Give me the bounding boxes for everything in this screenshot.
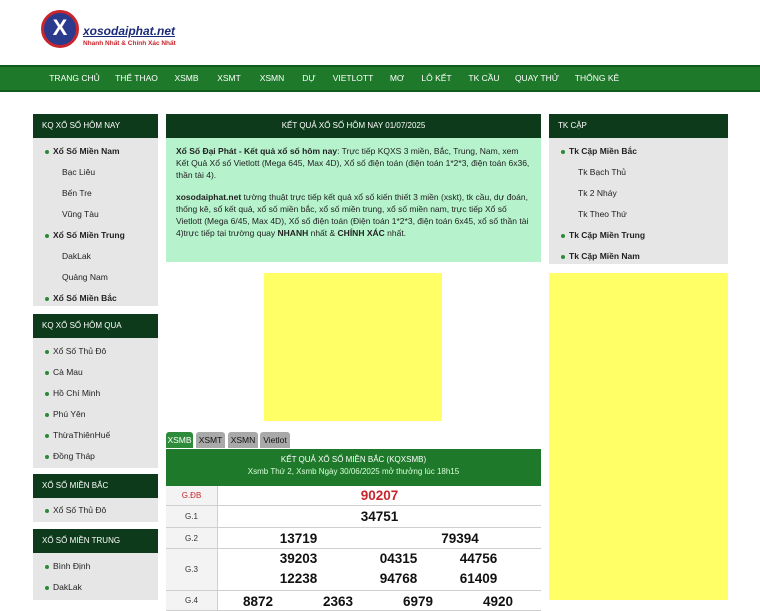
sidebar-link-ca-mau[interactable]: Cà Mau	[33, 362, 158, 383]
sidebar-link-phu-yen[interactable]: Phú Yên	[33, 404, 158, 425]
sidebar-tk-cap-title: TK CẶP	[549, 114, 728, 138]
sidebar-link-mien-nam[interactable]: Xổ Số Miền Nam	[33, 141, 158, 162]
logo-mark-letter: X	[52, 15, 68, 40]
nav-vietlott[interactable]: VIETLOTT	[332, 73, 374, 83]
prize-label: G.4	[166, 591, 218, 610]
prize-number: 2363	[322, 594, 354, 609]
prize-number: 79394	[441, 531, 479, 546]
sidebar-link-tk-cap-mien-trung[interactable]: Tk Cặp Miền Trung	[549, 225, 728, 246]
prize-number: 44756	[459, 551, 498, 566]
table-row	[166, 591, 541, 611]
sidebar-link-quang-nam[interactable]: Quảng Nam	[62, 272, 108, 282]
logo-x-icon	[41, 10, 79, 48]
prize-label: G.ĐB	[166, 486, 218, 505]
nav-trang-chu[interactable]: TRANG CHỦ	[49, 73, 100, 83]
nav-du[interactable]: DỰ	[302, 73, 316, 83]
sidebar-link-daklak[interactable]: DakLak	[62, 251, 91, 261]
ad-banner-right[interactable]	[549, 273, 728, 600]
prize-number: 4920	[482, 594, 514, 609]
prize-number: 34751	[360, 509, 399, 524]
intro-2-bold: xosodaiphat.net	[176, 192, 242, 202]
prize-number: 61409	[459, 571, 498, 586]
sidebar-tk-cap	[549, 114, 728, 264]
prize-number: 6979	[402, 594, 434, 609]
result-header	[166, 449, 541, 486]
nav-quay-thu[interactable]: QUAY THỬ	[514, 73, 560, 83]
sidebar-yesterday	[33, 314, 158, 468]
nav-the-thao[interactable]: THỂ THAO	[115, 73, 158, 83]
sidebar-link-north-thu-do[interactable]: Xổ Số Thủ Đô	[33, 500, 158, 521]
main-nav	[0, 65, 760, 92]
sidebar-link-ho-chi-minh[interactable]: Hồ Chí Minh	[33, 383, 158, 404]
sidebar-north	[33, 474, 158, 522]
sidebar-north-title: XỔ SỐ MIỀN BẮC	[33, 474, 158, 498]
prize-number: 8872	[242, 594, 274, 609]
sidebar-link-bac-lieu[interactable]: Bạc Liêu	[62, 167, 96, 177]
sidebar-today	[33, 114, 158, 306]
prize-number: 04315	[379, 551, 418, 566]
site-logo[interactable]	[41, 10, 181, 58]
sidebar-link-thua-thien-hue[interactable]: ThừaThiênHuế	[33, 425, 158, 446]
main-title: KẾT QUẢ XỔ SỐ HÔM NAY 01/07/2025	[166, 114, 541, 138]
intro-2-text-c: nhất.	[384, 228, 407, 238]
nav-tk-cau[interactable]: TK CẦU	[468, 73, 500, 83]
sidebar-link-ben-tre[interactable]: Bến Tre	[62, 188, 92, 198]
prize-label: G.3	[166, 549, 218, 590]
prize-number: 13719	[279, 531, 318, 546]
prize-label: G.1	[166, 506, 218, 527]
intro-paragraph-1	[176, 145, 531, 181]
tab-vietlot[interactable]: Vietlot	[260, 432, 290, 448]
sidebar-link-dong-thap[interactable]: Đồng Tháp	[33, 446, 158, 467]
intro-1-bold: Xổ Số Đại Phát - Kết quả xổ số hôm nay	[176, 146, 338, 156]
prize-number: 39203	[279, 551, 318, 566]
sidebar-link-mien-trung[interactable]: Xổ Số Miền Trung	[33, 225, 158, 246]
sidebar-yesterday-title: KQ XỔ SỐ HÔM QUA	[33, 314, 158, 338]
nav-xsmt[interactable]: XSMT	[217, 73, 241, 83]
intro-2-text-a: tường thuật trực tiếp kết quả xổ số kiến thiết 3 miền (xskt), tk cầu, dự đoán, thống kê, sổ kết quả, xổ số miền bắc, xổ số miền trung, xổ số miền nam, trực tiếp Xổ số Vietlott (Mega 6/45, Max 4D), Xổ số điện toán (Điện toán 1*2*3, điện toán 6x45, xổ số thần tài 4)trực tiếp tại trường quay	[176, 192, 529, 238]
sidebar-central	[33, 529, 158, 600]
sidebar-link-tk-theo-thu[interactable]: Tk Theo Thứ	[578, 209, 627, 219]
prize-number: 12238	[279, 571, 318, 586]
intro-2-bold-c: CHÍNH XÁC	[337, 228, 385, 238]
result-title: KẾT QUẢ XỔ SỐ MIỀN BẮC (KQXSMB)	[280, 455, 427, 464]
logo-tagline: Nhanh Nhất & Chính Xác Nhất	[83, 40, 176, 47]
table-row	[166, 549, 541, 591]
prize-label: G.2	[166, 528, 218, 548]
intro-box	[166, 138, 541, 262]
sidebar-link-binh-dinh[interactable]: Bình Định	[33, 556, 158, 577]
prize-number: 94768	[379, 571, 418, 586]
sidebar-link-central-daklak[interactable]: DakLak	[33, 577, 158, 598]
tab-xsmb[interactable]: XSMB	[166, 432, 193, 448]
ad-banner-center[interactable]	[264, 273, 442, 421]
sidebar-link-mien-bac[interactable]: Xổ Số Miền Bắc	[33, 288, 158, 309]
intro-1-text: : Trực tiếp KQXS 3 miền, Bắc, Trung, Nam, xem Kết Quả Xổ số Vietlott (Mega 645, Max 4D), Xổ số điện toán (điện toán 1*2*3, điện toán 6x36, thần tài 4).	[176, 146, 530, 180]
sidebar-link-tk-2-nhay[interactable]: Tk 2 Nháy	[578, 188, 617, 198]
prize-number-special: 90207	[360, 488, 399, 503]
table-row	[166, 506, 541, 528]
header	[0, 0, 760, 65]
logo-text: xosodaiphat.net	[83, 24, 176, 38]
sidebar-link-tk-cap-mien-nam[interactable]: Tk Cặp Miền Nam	[549, 246, 728, 267]
intro-2-bold-b: NHANH	[277, 228, 309, 238]
nav-lo-ket[interactable]: LÔ KẾT	[421, 73, 452, 83]
intro-2-text-b: nhất &	[308, 228, 338, 238]
tab-xsmt[interactable]: XSMT	[196, 432, 225, 448]
tab-xsmn[interactable]: XSMN	[228, 432, 258, 448]
intro-paragraph-2	[176, 191, 531, 239]
result-subtitle[interactable]: Xsmb Thứ 2, Xsmb Ngày 30/06/2025 mở thưởng lúc 18h15	[247, 467, 460, 476]
nav-mo[interactable]: MƠ	[389, 73, 405, 83]
nav-thong-ke[interactable]: THỐNG KÊ	[574, 73, 620, 83]
sidebar-central-title: XỔ SỐ MIỀN TRUNG	[33, 529, 158, 553]
sidebar-link-tk-bach-thu[interactable]: Tk Bạch Thủ	[578, 167, 627, 177]
table-row	[166, 528, 541, 549]
sidebar-link-thu-do[interactable]: Xổ Số Thủ Đô	[33, 341, 158, 362]
sidebar-link-vung-tau[interactable]: Vũng Tàu	[62, 209, 99, 219]
sidebar-link-tk-cap-mien-bac[interactable]: Tk Cặp Miền Bắc	[549, 141, 728, 162]
nav-xsmb[interactable]: XSMB	[174, 73, 199, 83]
sidebar-today-title: KQ XỔ SỐ HÔM NAY	[33, 114, 158, 138]
nav-xsmn[interactable]: XSMN	[259, 73, 285, 83]
table-row	[166, 486, 541, 506]
